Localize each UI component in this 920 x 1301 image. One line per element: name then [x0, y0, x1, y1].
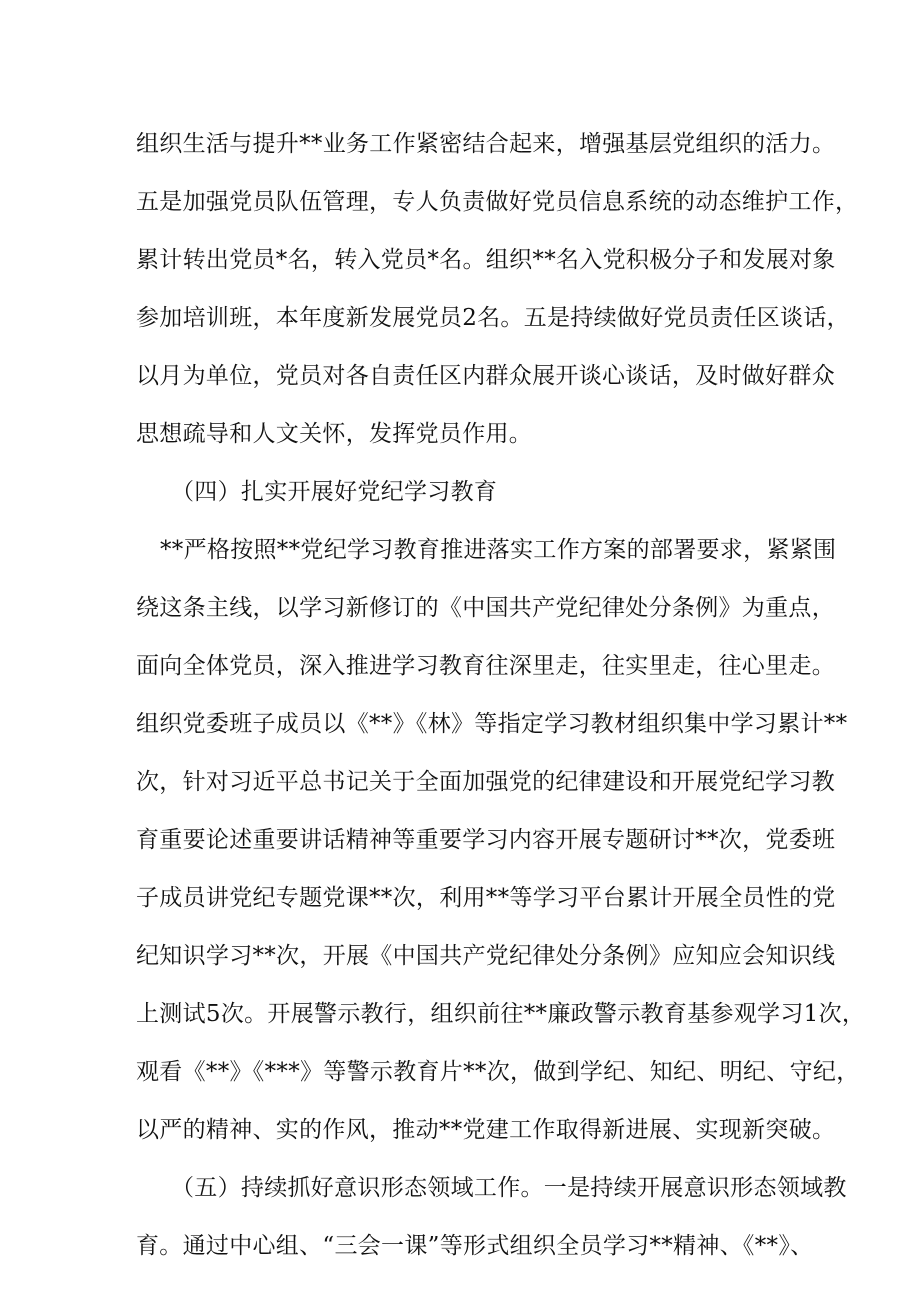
text-line-12: 次，针对习近平总书记关于全面加强党的纪律建设和开展党纪学习教	[136, 769, 835, 795]
section-heading-4: （四）扎实开展好党纪学习教育	[171, 479, 498, 505]
text-line-11: 组织党委班子成员以《**》《林》等指定学习教材组织集中学习累计**	[136, 711, 848, 737]
text-line-20: 育。通过中心组、“三会一课”等形式组织全员学习**精神、《**》、	[136, 1233, 814, 1259]
text-line-15: 纪知识学习**次，开展《中国共产党纪律处分条例》应知应会知识线	[136, 943, 836, 969]
text-line-13: 育重要论述重要讲话精神等重要学习内容开展专题研讨**次，党委班	[136, 827, 836, 853]
text-line-14: 子成员讲党纪专题党课**次，利用**等学习平台累计开展全员性的党	[136, 885, 836, 911]
text-line-18: 以严的精神、实的作风，推动**党建工作取得新进展、实现新突破。	[136, 1117, 836, 1143]
text-line-3: 累计转出党员*名，转入党员*名。组织**名入党积极分子和发展对象	[136, 247, 836, 273]
text-line-8: **严格按照**党纪学习教育推进落实工作方案的部署要求，紧紧围	[160, 537, 837, 563]
text-line-10: 面向全体党员，深入推进学习教育往深里走，往实里走，往心里走。	[136, 653, 835, 679]
text-line-16: 上测试5次。开展警示教行，组织前往**廉政警示教育基参观学习1次，	[136, 1001, 866, 1027]
text-line-1: 组织生活与提升**业务工作紧密结合起来，增强基层党组织的活力。	[136, 131, 836, 157]
text-line-17: 观看《**》《***》等警示教育片**次，做到学纪、知纪、明纪、守纪，	[136, 1059, 860, 1085]
text-line-4: 参加培训班，本年度新发展党员2名。五是持续做好党员责任区谈话，	[136, 305, 850, 331]
text-line-5: 以月为单位，党员对各自责任区内群众展开谈心谈话，及时做好群众	[136, 363, 835, 389]
section-heading-5: （五）持续抓好意识形态领域工作。一是持续开展意识形态领域教	[171, 1175, 847, 1201]
text-line-2: 五是加强党员队伍管理，专人负责做好党员信息系统的动态维护工作，	[136, 189, 859, 215]
text-line-6: 思想疏导和人文关怀，发挥党员作用。	[136, 421, 533, 447]
text-line-9: 绕这条主线，以学习新修订的《中国共产党纪律处分条例》为重点，	[136, 595, 835, 621]
